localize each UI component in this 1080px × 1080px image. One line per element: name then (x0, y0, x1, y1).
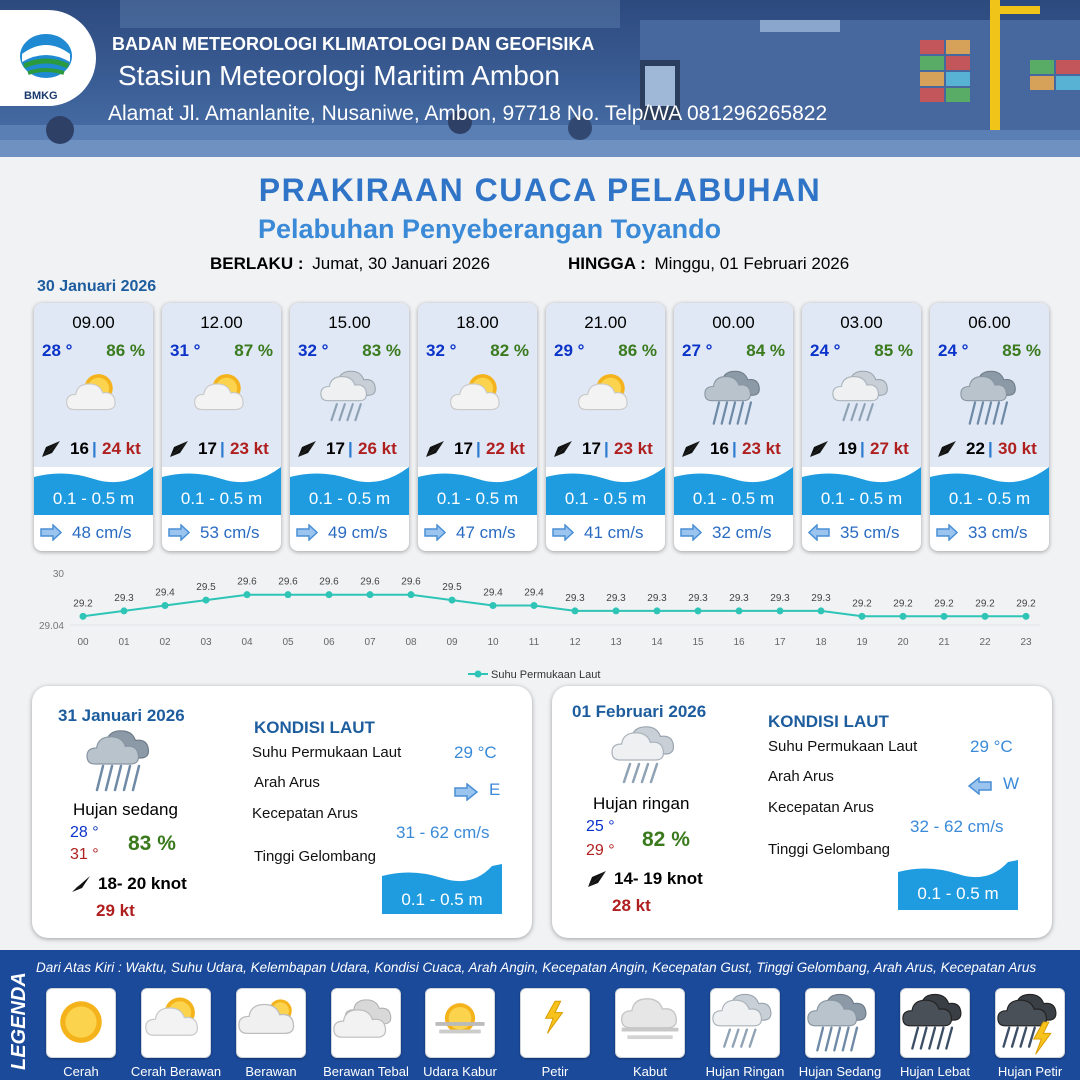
wave-value: 0.1 - 0.5 m (401, 890, 483, 909)
wave-height: 0.1 - 0.5 m (820, 489, 903, 508)
legend-item (703, 985, 787, 1080)
wind-arrow-icon (70, 874, 92, 894)
wind-arrow-icon (680, 439, 702, 459)
forecast-card (930, 303, 1049, 551)
data-label: 29.5 (442, 582, 462, 594)
forecast-time: 03.00 (840, 313, 883, 332)
data-label: 29.4 (524, 587, 544, 599)
data-point (80, 613, 87, 620)
forecast-time: 21.00 (584, 313, 627, 332)
x-tick-label: 02 (159, 637, 171, 648)
wind-separator: | (732, 439, 737, 458)
data-label: 29.5 (196, 582, 216, 594)
day-wind: 14- 19 knot (614, 869, 703, 888)
current-arrow-icon (168, 524, 190, 541)
wave-value: 0.1 - 0.5 m (917, 884, 999, 903)
day-humidity: 83 % (128, 832, 176, 855)
forecast-wind (168, 435, 278, 461)
data-label: 29.6 (237, 576, 257, 588)
current-dir-value: W (1003, 774, 1020, 793)
validity-from-value: Jumat, 30 Januari 2026 (312, 254, 490, 273)
wind-separator: | (604, 439, 609, 458)
x-tick-label: 23 (1020, 637, 1032, 648)
day-temp-min: 28 ° (70, 824, 99, 841)
forecast-humidity: 85 % (874, 341, 913, 360)
data-label: 29.2 (73, 598, 93, 610)
legend-label: Hujan Lebat (899, 1064, 971, 1079)
wind-speed: 22 (966, 439, 985, 458)
legend-label: Petir (541, 1064, 569, 1079)
day-date: 31 Januari 2026 (58, 706, 185, 725)
wave-height: 0.1 - 0.5 m (692, 489, 775, 508)
cerah-berawan-icon (187, 367, 259, 429)
forecast-humidity: 84 % (746, 341, 785, 360)
x-tick-label: 20 (897, 637, 909, 648)
forecast-temp: 24 ° (810, 341, 841, 360)
data-point (203, 597, 210, 604)
legend-marker (475, 671, 482, 678)
current-speed-label: Kecepatan Arus (252, 805, 358, 822)
legend-label: Berawan (245, 1064, 297, 1079)
x-tick-label: 08 (405, 637, 417, 648)
data-label: 29.3 (688, 592, 708, 604)
data-point (1023, 613, 1030, 620)
forecast-card (802, 303, 921, 551)
day-date: 01 Februari 2026 (572, 702, 707, 721)
current (546, 517, 665, 549)
data-label: 29.2 (934, 598, 954, 610)
station-name: Stasiun Meteorologi Maritim Ambon (118, 60, 560, 91)
kondisi-laut-heading: KONDISI LAUT (254, 718, 375, 737)
forecast-temp: 28 ° (42, 341, 73, 360)
forecast-temp: 27 ° (682, 341, 713, 360)
current-speed-value: 31 - 62 cm/s (396, 823, 490, 842)
legend-label: Udara Kabur (423, 1064, 497, 1079)
forecast-time: 06.00 (968, 313, 1011, 332)
data-label: 29.3 (647, 592, 667, 604)
wind-separator: | (988, 439, 993, 458)
x-tick-label: 13 (610, 637, 622, 648)
forecast-time: 00.00 (712, 313, 755, 332)
legend-item (229, 985, 313, 1080)
x-tick-label: 17 (774, 637, 786, 648)
legend-label: Kabut (633, 1064, 667, 1079)
current-speed: 35 cm/s (840, 523, 900, 542)
data-label: 29.3 (811, 592, 831, 604)
forecast-wind (424, 435, 534, 461)
sst-chart (0, 560, 1080, 685)
udara-kabur-icon (425, 988, 495, 1058)
hujan-ringan-icon (315, 367, 387, 429)
wind-arrow-icon (424, 439, 446, 459)
current (418, 517, 537, 549)
current (802, 517, 921, 549)
data-label: 29.6 (278, 576, 298, 588)
forecast-card (162, 303, 281, 551)
x-tick-label: 09 (446, 637, 458, 648)
wind-arrow-icon (296, 439, 318, 459)
data-label: 29.6 (401, 576, 421, 588)
hujan-petir-icon (995, 988, 1065, 1058)
forecast-humidity: 85 % (1002, 341, 1041, 360)
legend-title-text: LEGENDA (8, 972, 30, 1070)
data-label: 29.2 (1016, 598, 1036, 610)
agency-name: BADAN METEOROLOGI KLIMATOLOGI DAN GEOFISIKA (112, 34, 595, 54)
hujan-sedang-icon (955, 367, 1027, 429)
data-label: 29.3 (565, 592, 585, 604)
data-point (531, 602, 538, 609)
wave-height: 0.1 - 0.5 m (180, 489, 263, 508)
current-speed: 33 cm/s (968, 523, 1028, 542)
legend-item (608, 985, 692, 1080)
data-point (654, 607, 661, 614)
wind-gust: 27 kt (870, 439, 909, 458)
cerah-berawan-icon (443, 367, 515, 429)
wind-arrow-icon (808, 439, 830, 459)
wind-gust: 30 kt (998, 439, 1037, 458)
data-point (900, 613, 907, 620)
hujan-sedang-icon (80, 726, 162, 796)
forecast-temp: 24 ° (938, 341, 969, 360)
current-dir-label: Arah Arus (768, 768, 834, 785)
wind-gust: 22 kt (486, 439, 525, 458)
forecast-card (290, 303, 409, 551)
data-label: 29.2 (893, 598, 913, 610)
x-tick-label: 07 (364, 637, 376, 648)
current-arrow-east-icon (454, 783, 478, 801)
wave-height: 0.1 - 0.5 m (436, 489, 519, 508)
petir-icon (520, 988, 590, 1058)
data-label: 29.3 (114, 592, 134, 604)
forecast-humidity: 87 % (234, 341, 273, 360)
wind-gust: 23 kt (230, 439, 269, 458)
forecast-card (546, 303, 665, 551)
current-dir-value: E (489, 780, 501, 799)
wind-speed: 19 (838, 439, 857, 458)
sst-label: Suhu Permukaan Laut (768, 738, 918, 755)
page-title: PRAKIRAAN CUACA PELABUHAN (258, 172, 822, 208)
cerah-berawan-icon (571, 367, 643, 429)
current-arrow-icon (936, 524, 958, 541)
hujan-sedang-icon (699, 367, 771, 429)
wind-arrow-icon (586, 869, 608, 889)
forecast-card (418, 303, 537, 551)
data-label: 29.3 (729, 592, 749, 604)
legend-item (418, 985, 502, 1080)
wave-label: Tinggi Gelombang (254, 848, 377, 865)
data-point (941, 613, 948, 620)
wind-speed: 16 (710, 439, 729, 458)
x-tick-label: 22 (979, 637, 991, 648)
data-label: 29.2 (852, 598, 872, 610)
forecast-time: 18.00 (456, 313, 499, 332)
data-point (818, 607, 825, 614)
current-dir-label: Arah Arus (254, 774, 320, 791)
sst-value: 29 °C (454, 743, 497, 762)
forecast-temp: 29 ° (554, 341, 585, 360)
data-point (613, 607, 620, 614)
day-temp-min: 25 ° (586, 818, 615, 835)
sst-label: Suhu Permukaan Laut (252, 744, 402, 761)
day-gust: 29 kt (96, 901, 135, 920)
current (674, 517, 793, 549)
current-arrow-icon (296, 524, 318, 541)
data-point (982, 613, 989, 620)
legend-label: Hujan Sedang (798, 1064, 882, 1079)
forecast-humidity: 83 % (362, 341, 401, 360)
wind-gust: 24 kt (102, 439, 141, 458)
forecast-temp: 31 ° (170, 341, 201, 360)
wind-separator: | (860, 439, 865, 458)
legend-item (130, 985, 222, 1080)
wind-gust: 23 kt (742, 439, 781, 458)
data-point (490, 602, 497, 609)
legend-label: Hujan Petir (997, 1064, 1063, 1079)
data-point (244, 591, 251, 598)
y-tick-label: 29.04 (38, 621, 64, 632)
current (34, 517, 153, 549)
x-tick-label: 11 (528, 637, 540, 648)
legend-label: Hujan Ringan (705, 1064, 785, 1079)
validity-from-label: BERLAKU : (210, 254, 304, 273)
validity-from (210, 254, 490, 274)
legend-item (39, 985, 123, 1080)
current-arrow-icon (40, 524, 62, 541)
day-condition: Hujan ringan (593, 794, 690, 813)
wind-arrow-icon (552, 439, 574, 459)
cerah-icon (46, 988, 116, 1058)
current-speed: 49 cm/s (328, 523, 388, 542)
sst-value: 29 °C (970, 737, 1013, 756)
x-tick-label: 15 (692, 637, 704, 648)
data-point (736, 607, 743, 614)
current (290, 517, 409, 549)
forecast-time: 15.00 (328, 313, 371, 332)
hujan-ringan-icon (827, 367, 899, 429)
forecast-humidity: 82 % (490, 341, 529, 360)
data-point (162, 602, 169, 609)
legend-label: Cerah (63, 1064, 99, 1079)
day-humidity: 82 % (642, 828, 690, 851)
wave-height: 0.1 - 0.5 m (564, 489, 647, 508)
hujan-ringan-icon (606, 722, 686, 792)
validity-to-value: Minggu, 01 Februari 2026 (654, 254, 850, 273)
current-arrow-west-icon (968, 777, 992, 795)
wave-height: 0.1 - 0.5 m (308, 489, 391, 508)
x-tick-label: 00 (77, 637, 89, 648)
wind-separator: | (348, 439, 353, 458)
data-point (572, 607, 579, 614)
current-arrow-icon (552, 524, 574, 541)
wind-speed: 16 (70, 439, 89, 458)
legend-description: Dari Atas Kiri : Waktu, Suhu Udara, Kelembapan Udara, Kondisi Cuaca, Arah Angin, Kecepatan Angin, Kecepatan Gust, Tinggi Gelombang, Arah Arus, Kecepatan Arus (36, 960, 1037, 975)
validity-to (568, 254, 849, 274)
data-point (326, 591, 333, 598)
data-label: 29.4 (155, 587, 175, 599)
logo-text: BMKG (24, 90, 58, 102)
wave-label: Tinggi Gelombang (768, 841, 891, 858)
wind-separator: | (92, 439, 97, 458)
wind-gust: 23 kt (614, 439, 653, 458)
wind-arrow-icon (936, 439, 958, 459)
hujan-sedang-icon (805, 988, 875, 1058)
data-label: 29.3 (606, 592, 626, 604)
x-tick-label: 18 (815, 637, 827, 648)
forecast-humidity: 86 % (106, 341, 145, 360)
wind-speed: 17 (198, 439, 217, 458)
current (930, 517, 1049, 549)
x-tick-label: 04 (241, 637, 253, 648)
berawan-tebal-icon (331, 988, 401, 1058)
current-arrow-icon (424, 524, 446, 541)
legend-item (324, 985, 408, 1080)
x-tick-label: 05 (282, 637, 294, 648)
day-temp-max: 31 ° (70, 846, 99, 863)
data-label: 29.3 (770, 592, 790, 604)
current (162, 517, 281, 549)
forecast-humidity: 86 % (618, 341, 657, 360)
forecast-wind (296, 435, 406, 461)
forecast-card (674, 303, 793, 551)
data-label: 29.4 (483, 587, 503, 599)
legend-label: Berawan Tebal (323, 1064, 409, 1079)
forecast-date: 30 Januari 2026 (37, 278, 157, 295)
forecast-wind (808, 435, 918, 461)
x-tick-label: 03 (200, 637, 212, 648)
wind-separator: | (476, 439, 481, 458)
forecast-temp: 32 ° (298, 341, 329, 360)
day-gust: 28 kt (612, 896, 651, 915)
current-speed: 41 cm/s (584, 523, 644, 542)
data-point (408, 591, 415, 598)
wave-height: 0.1 - 0.5 m (52, 489, 135, 508)
current-speed: 48 cm/s (72, 523, 132, 542)
data-point (121, 607, 128, 614)
data-label: 29.6 (319, 576, 339, 588)
day-wind: 18- 20 knot (98, 874, 187, 893)
current-speed-value: 32 - 62 cm/s (910, 817, 1004, 836)
validity-to-label: HINGGA : (568, 254, 646, 273)
wind-speed: 17 (582, 439, 601, 458)
data-point (777, 607, 784, 614)
header-banner (0, 0, 1080, 157)
x-tick-label: 10 (487, 637, 499, 648)
current-speed: 47 cm/s (456, 523, 516, 542)
data-label: 29.2 (975, 598, 995, 610)
data-point (367, 591, 374, 598)
legend-item (893, 985, 977, 1080)
legend-item (988, 985, 1072, 1080)
x-tick-label: 19 (856, 637, 868, 648)
x-tick-label: 21 (938, 637, 950, 648)
x-tick-label: 14 (651, 637, 663, 648)
data-label: 29.6 (360, 576, 380, 588)
day-panel-2 (552, 686, 1052, 938)
legend-item (513, 985, 597, 1080)
legend-label: Cerah Berawan (130, 1064, 222, 1079)
x-tick-label: 12 (569, 637, 581, 648)
forecast-wind (680, 435, 790, 461)
forecast-time: 09.00 (72, 313, 115, 332)
current-speed: 53 cm/s (200, 523, 260, 542)
day-condition: Hujan sedang (73, 800, 178, 819)
hujan-ringan-icon (710, 988, 780, 1058)
wind-speed: 17 (326, 439, 345, 458)
forecast-card (34, 303, 153, 551)
cerah-berawan-icon (59, 367, 131, 429)
forecast-temp: 32 ° (426, 341, 457, 360)
forecast-wind (936, 435, 1046, 461)
data-point (449, 597, 456, 604)
data-point (285, 591, 292, 598)
current-speed-label: Kecepatan Arus (768, 799, 874, 816)
station-address: Alamat Jl. Amanlanite, Nusaniwe, Ambon, 97718 No. Telp/WA 081296265822 (108, 102, 828, 125)
forecast-wind (40, 435, 150, 461)
x-tick-label: 16 (733, 637, 745, 648)
bmkg-logo (0, 10, 96, 106)
kabut-icon (615, 988, 685, 1058)
berawan-icon (236, 988, 306, 1058)
legend-series-name: Suhu Permukaan Laut (491, 669, 601, 681)
wind-gust: 26 kt (358, 439, 397, 458)
y-tick-label: 30 (52, 569, 64, 580)
current-arrow-icon (680, 524, 702, 541)
day-panel-1 (32, 686, 532, 938)
data-point (695, 607, 702, 614)
data-point (859, 613, 866, 620)
day-temp-max: 29 ° (586, 842, 615, 859)
page-subtitle: Pelabuhan Penyeberangan Toyando (258, 214, 722, 244)
legend-title (2, 962, 32, 1074)
legend-item (798, 985, 882, 1080)
wind-arrow-icon (168, 439, 190, 459)
x-tick-label: 01 (118, 637, 130, 648)
current-speed: 32 cm/s (712, 523, 772, 542)
cerah-berawan-icon (141, 988, 211, 1058)
hujan-lebat-icon (900, 988, 970, 1058)
wind-speed: 17 (454, 439, 473, 458)
forecast-wind (552, 435, 662, 461)
wind-arrow-icon (40, 439, 62, 459)
forecast-time: 12.00 (200, 313, 243, 332)
current-arrow-icon (808, 524, 830, 541)
x-tick-label: 06 (323, 637, 335, 648)
kondisi-laut-heading: KONDISI LAUT (768, 712, 889, 731)
wind-separator: | (220, 439, 225, 458)
wave-height: 0.1 - 0.5 m (948, 489, 1031, 508)
